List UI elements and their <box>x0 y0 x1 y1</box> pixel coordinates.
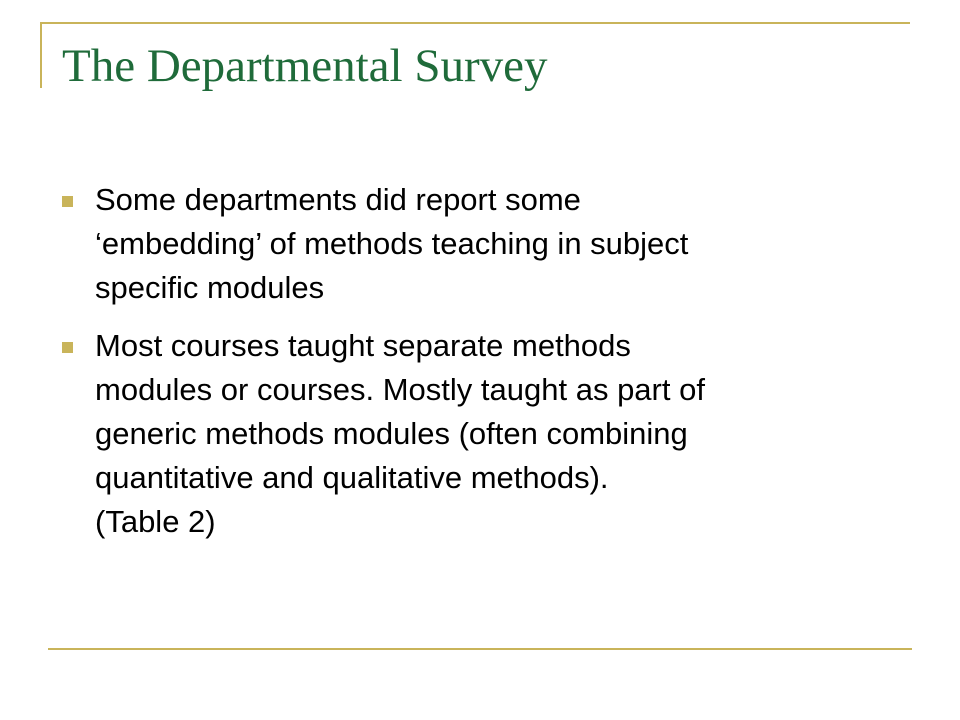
bullet-line: modules or courses. Mostly taught as part of <box>95 372 705 407</box>
bullet-list <box>62 178 882 558</box>
frame-left-rule <box>40 22 42 88</box>
bullet-item <box>62 178 882 310</box>
square-bullet-icon <box>62 196 73 207</box>
frame-top-rule <box>40 22 910 24</box>
bullet-line: ‘embedding’ of methods teaching in subject <box>95 226 689 261</box>
bullet-line: (Table 2) <box>95 504 216 539</box>
bullet-line: Most courses taught separate methods <box>95 328 631 363</box>
bullet-line: generic methods modules (often combining <box>95 416 688 451</box>
bullet-item <box>62 324 882 544</box>
bullet-line: specific modules <box>95 270 325 305</box>
bullet-line: quantitative and qualitative methods). <box>95 460 609 495</box>
square-bullet-icon <box>62 342 73 353</box>
bullet-line: Some departments did report some <box>95 182 581 217</box>
slide-title: The Departmental Survey <box>62 40 548 92</box>
frame-bottom-rule <box>48 648 912 650</box>
